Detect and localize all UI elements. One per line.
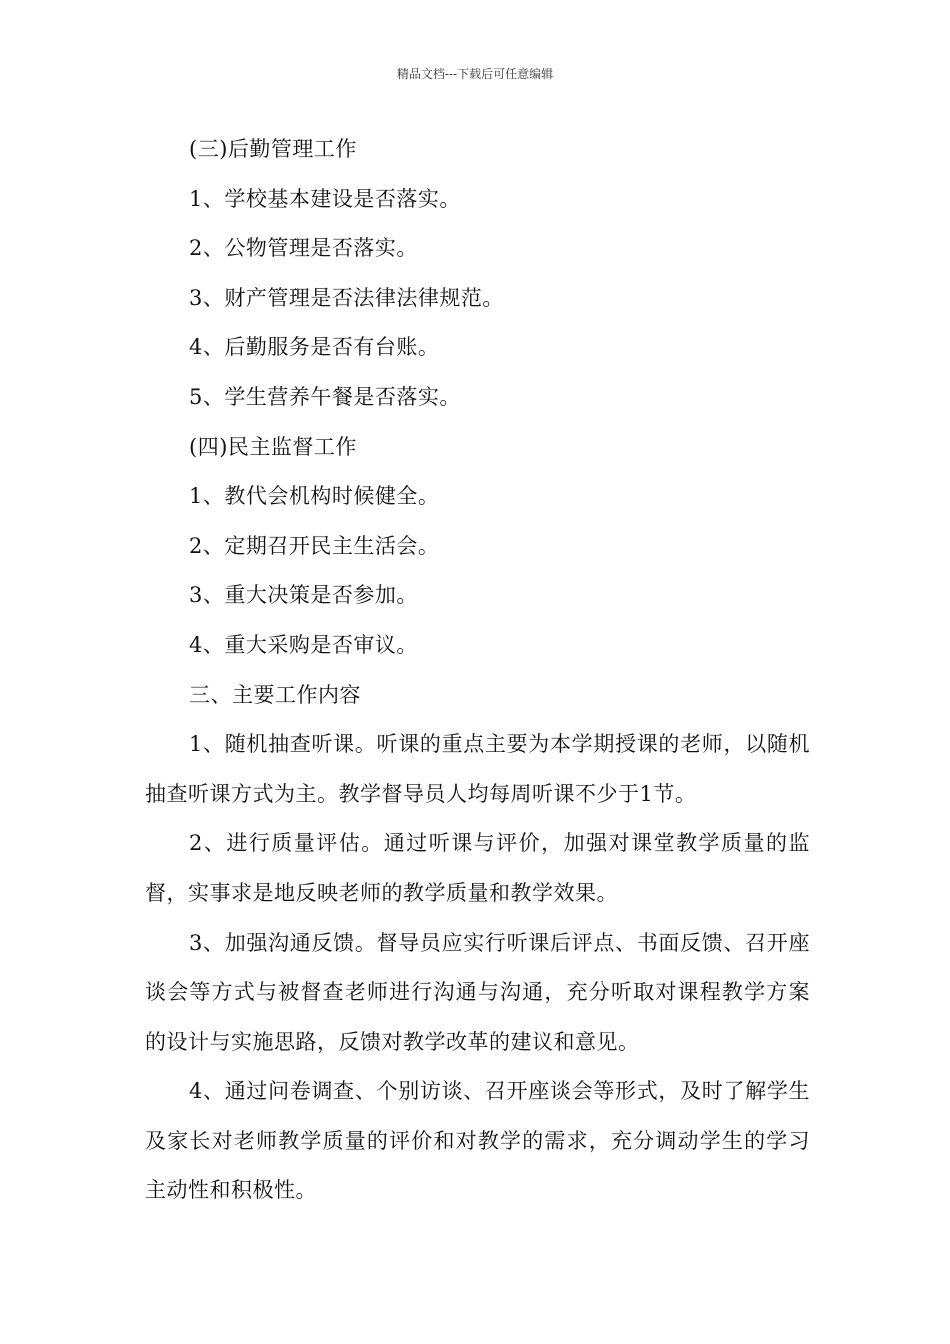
body-paragraph: 2、进行质量评估。通过听课与评价，加强对课堂教学质量的监督，实事求是地反映老师的教学质量和教学效果。	[145, 831, 810, 905]
list-item: 1、教代会机构时候健全。	[189, 484, 440, 509]
list-item: 2、公物管理是否落实。	[189, 236, 418, 261]
list-item: 5、学生营养午餐是否落实。	[189, 384, 461, 409]
section-heading-logistics: (三)后勤管理工作	[189, 137, 357, 161]
body-paragraph: 1、随机抽查听课。听课的重点主要为本学期授课的老师，以随机抽查听课方式为主。教学督导员人均每周听课不少于1节。	[145, 732, 810, 806]
list-item: 3、财产管理是否法律法律规范。	[189, 285, 504, 310]
section-heading-democratic-supervision: (四)民主监督工作	[189, 434, 357, 459]
list-item: 2、定期召开民主生活会。	[189, 533, 440, 558]
body-paragraph: 4、通过问卷调查、个别访谈、召开座谈会等形式，及时了解学生及家长对老师教学质量的评价和对教学的需求，充分调动学生的学习主动性和积极性。	[145, 1079, 810, 1203]
page-header: 精品文档---下载后可任意编辑	[396, 67, 554, 81]
document-body	[145, 125, 810, 1216]
list-item: 3、重大决策是否参加。	[189, 583, 418, 608]
list-item: 4、后勤服务是否有台账。	[189, 335, 440, 360]
body-paragraph: 3、加强沟通反馈。督导员应实行听课后评点、书面反馈、召开座谈会等方式与被督查老师进行沟通与沟通，充分听取对课程教学方案的设计与实施思路，反馈对教学改革的建议和意见。	[145, 930, 810, 1054]
list-item: 4、重大采购是否审议。	[189, 632, 418, 657]
section-heading-main-work: 三、主要工作内容	[189, 682, 361, 707]
list-item: 1、学校基本建设是否落实。	[189, 186, 461, 211]
